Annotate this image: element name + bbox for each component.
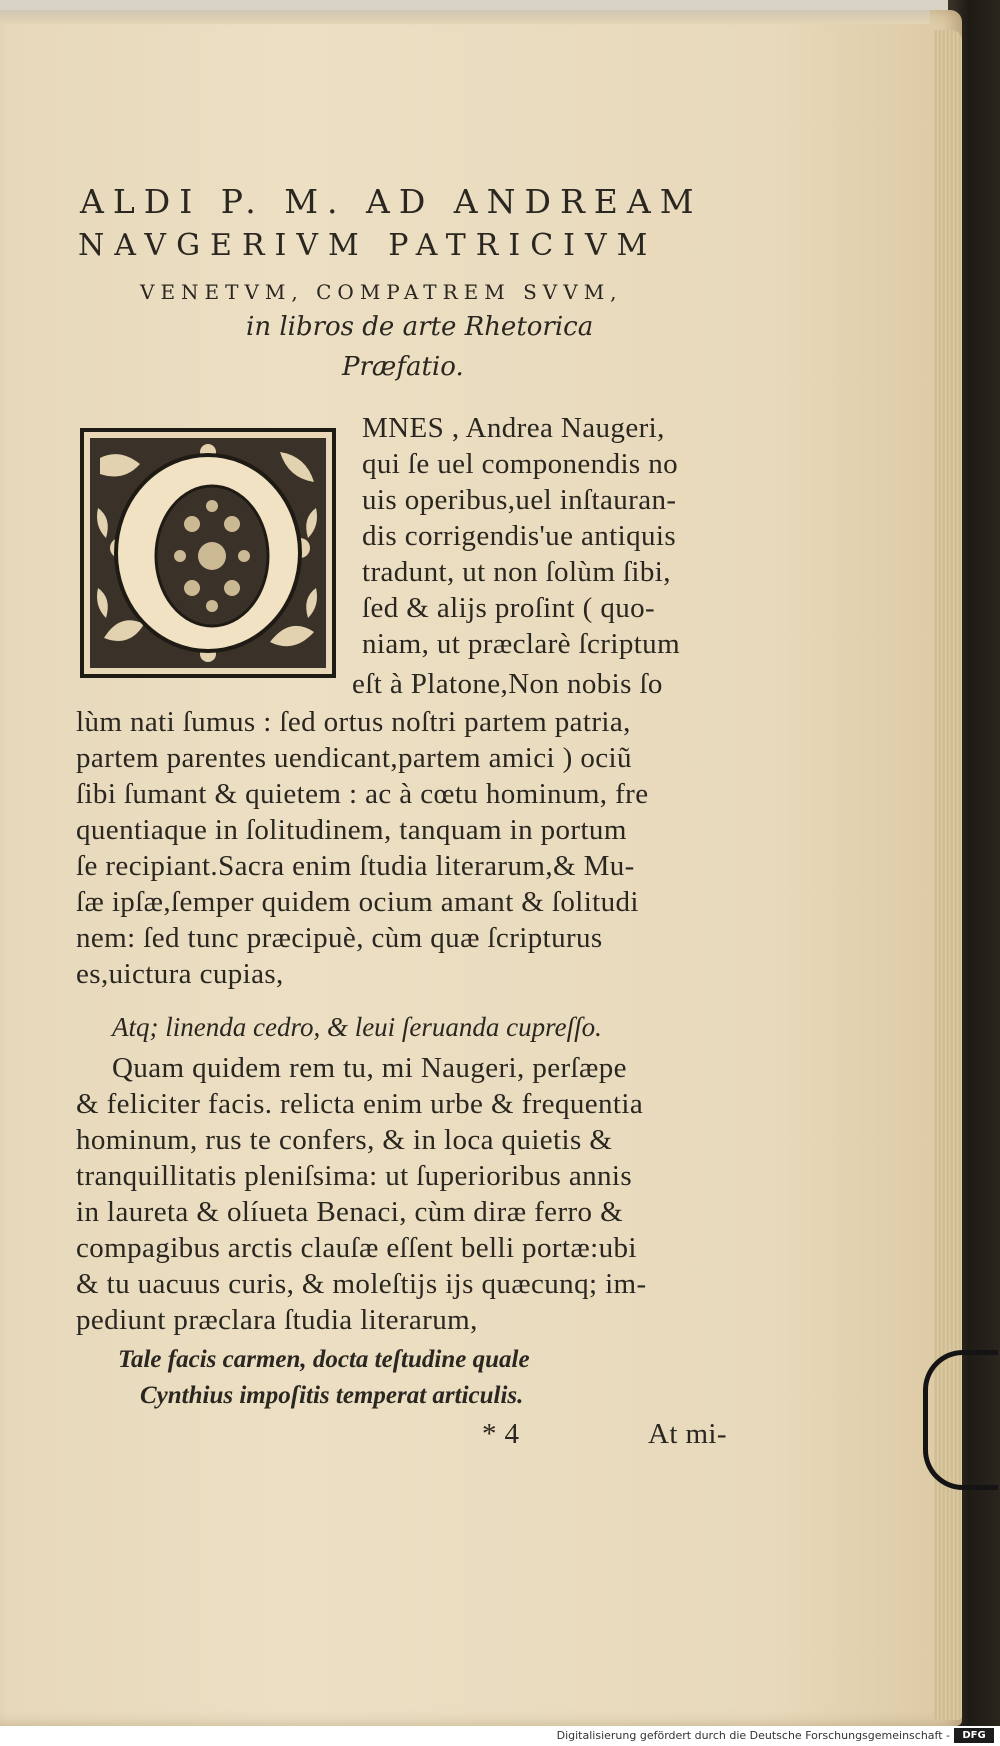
text-line: qui ſe uel componendis no xyxy=(362,448,679,480)
credit-text: Digitalisierung gefördert durch die Deutsche Forschungsgemeinschaft - xyxy=(556,1729,950,1742)
text-line: ſibi ſumant & quietem : ac à cœtu hominum, fre xyxy=(76,778,649,810)
catchword: At mi- xyxy=(648,1418,727,1450)
text-line: ſæ ipſæ,ſemper quidem ocium amant & ſolitudi xyxy=(76,886,639,918)
header-line-3: VENETVM, COMPATREM SVVM, xyxy=(140,280,623,304)
text-line: in laureta & olíueta Benaci, cùm diræ ferro & xyxy=(76,1196,624,1228)
dfg-logo-icon: DFG xyxy=(954,1728,994,1743)
decorated-initial-o-icon xyxy=(80,428,336,678)
text-line: MNES , Andrea Naugeri, xyxy=(362,412,665,444)
page-top-edge xyxy=(0,10,930,24)
text-line: dis corrigendis'ue antiquis xyxy=(362,520,677,552)
text-line: es,uictura cupias, xyxy=(76,958,284,990)
text-line: eſt à Platone,Non nobis ſo xyxy=(352,668,663,700)
text-line: lùm nati ſumus : ſed ortus noſtri partem patria, xyxy=(76,706,631,738)
text-line: uis operibus,uel inſtauran- xyxy=(362,484,677,516)
header-line-4: in libros de arte Rhetorica xyxy=(246,312,594,342)
text-line: nem: ſed tunc præcipuè, cùm quæ ſcripturus xyxy=(76,922,603,954)
header-line-2: NAVGERIVM PATRICIVM xyxy=(78,228,658,263)
text-line: & tu uacuus curis, & moleſtijs ijs quæcunq; im- xyxy=(76,1268,647,1300)
text-line: pediunt præclara ſtudia literarum, xyxy=(76,1304,478,1336)
text-line: & feliciter facis. relicta enim urbe & frequentia xyxy=(76,1088,644,1120)
book-clip xyxy=(923,1350,998,1490)
text-line: quentiaque in ſolitudinem, tanquam in portum xyxy=(76,814,627,846)
header-line-1: ALDI P. M. AD ANDREAM xyxy=(80,182,703,221)
text-line: tradunt, ut non ſolùm ſibi, xyxy=(362,556,671,588)
signature-mark: * 4 xyxy=(482,1418,520,1450)
text-line: compagibus arctis clauſæ eſſent belli portæ:ubi xyxy=(76,1232,637,1264)
text-line: Quam quidem rem tu, mi Naugeri, perſæpe xyxy=(112,1052,627,1084)
header-line-5: Præfatio. xyxy=(342,352,464,382)
text-line: partem parentes uendicant,partem amici ) ociũ xyxy=(76,742,632,774)
text-line: ſed & alijs proſint ( quo- xyxy=(362,592,656,624)
text-line: niam, ut præclarè ſcriptum xyxy=(362,628,681,660)
text-line: hominum, rus te confers, & in loca quietis & xyxy=(76,1124,613,1156)
text-line: ſe recipiant.Sacra enim ſtudia literarum,& Mu- xyxy=(76,850,635,882)
verse-line: Tale facis carmen, docta teſtudine quale xyxy=(118,1346,530,1373)
verse-line: Atq; linenda cedro, & leui ſeruanda cupreſſo. xyxy=(112,1012,602,1042)
text-line: tranquillitatis pleniſsima: ut ſuperioribus annis xyxy=(76,1160,633,1192)
verse-line: Cynthius impoſitis temperat articulis. xyxy=(140,1382,524,1409)
